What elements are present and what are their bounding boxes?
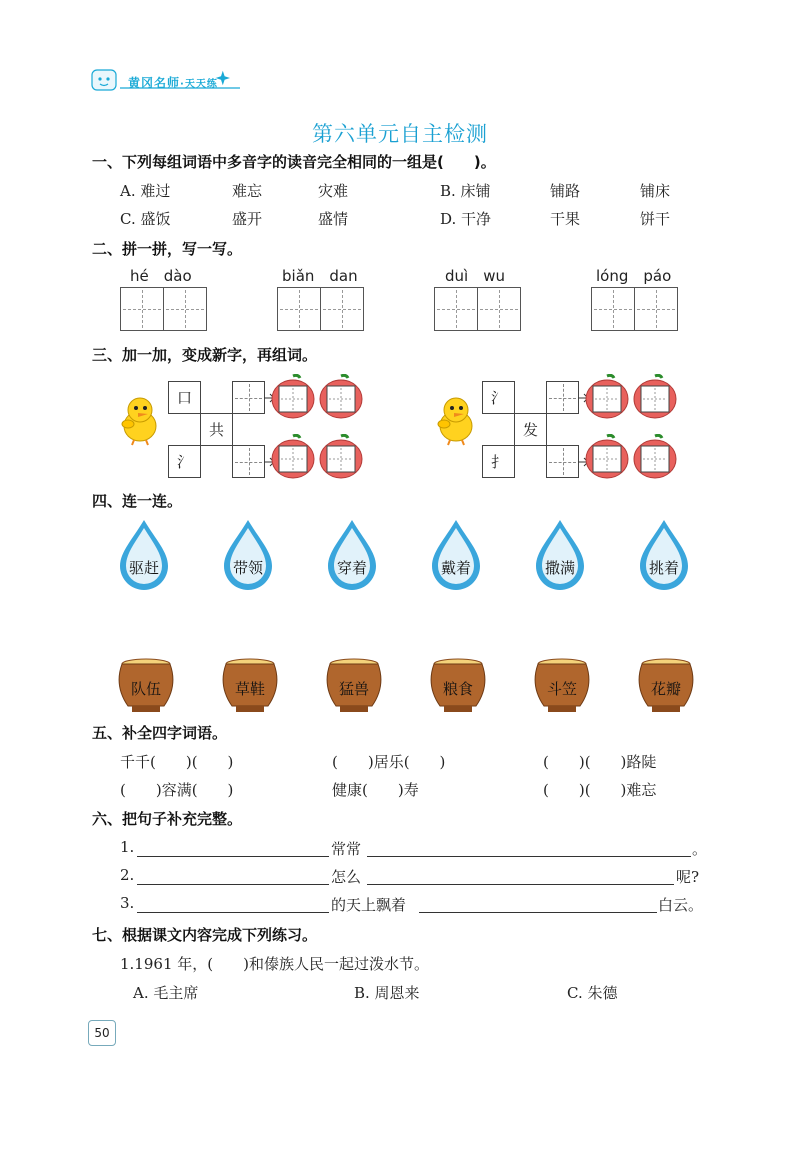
chick-illustration [432,394,480,450]
water-drop-word[interactable]: 戴着 [416,518,496,598]
sentence-end: 。 [692,840,708,858]
q7-option-b[interactable]: B. 周恩来 [354,984,420,1002]
answer-cell[interactable] [546,381,579,414]
q1-option-b-1: B. 床铺 [440,182,491,200]
apple-answer-box[interactable] [318,434,364,484]
q1-option-a-3: 灾难 [318,182,349,200]
blank-line[interactable] [367,884,674,885]
idiom-item[interactable]: 千千( )( ) [120,753,234,771]
q1-option-d-2: 干果 [550,210,581,228]
pinyin-1: hé dào [130,267,192,285]
blank-line[interactable] [137,884,329,885]
apple-answer-box[interactable] [270,434,316,484]
idiom-item[interactable]: ( )( )难忘 [543,781,657,799]
q1-option-c-1: C. 盛饭 [120,210,171,228]
q1-option-d-3: 饼干 [640,210,671,228]
component-cell-top: 口 [168,381,201,414]
blank-line[interactable] [137,856,329,857]
pot-word[interactable]: 花瓣 [626,658,706,716]
apple-answer-box[interactable] [632,434,678,484]
question-2: 二、拼一拼，写一写。 [92,240,243,258]
write-box[interactable] [277,287,321,331]
pinyin-2: biǎn dan [282,267,358,285]
q1-option-b-2: 铺路 [550,182,581,200]
pot-word[interactable]: 草鞋 [210,658,290,716]
write-box[interactable] [163,287,207,331]
component-cell-center: 发 [514,413,547,446]
apple-answer-box[interactable] [584,374,630,424]
page-title: 第六单元自主检测 [312,122,488,146]
write-box[interactable] [591,287,635,331]
idiom-item[interactable]: 健康( )寿 [332,781,419,799]
answer-cell[interactable] [232,445,265,478]
write-box[interactable] [477,287,521,331]
sentence-number: 1. [120,838,135,856]
sentence-end: 白云。 [658,896,704,914]
question-7: 七、根据课文内容完成下列练习。 [92,926,318,944]
pot-word[interactable]: 斗笠 [522,658,602,716]
q1-option-c-2: 盛开 [232,210,263,228]
sentence-connector: 的天上飘着 [331,896,407,914]
write-box[interactable] [434,287,478,331]
idiom-item[interactable]: ( )( )路陡 [543,753,657,771]
idiom-item[interactable]: ( )容满( ) [120,781,234,799]
pinyin-3: duì wu [445,267,505,285]
apple-answer-box[interactable] [584,434,630,484]
component-cell-top: 氵 [482,381,515,414]
sentence-number: 2. [120,866,135,884]
water-drop-word[interactable]: 撒满 [520,518,600,598]
sub-question: 1.1961 年，( )和傣族人民一起过泼水节。 [120,955,429,973]
component-cell-bottom: 扌 [482,445,515,478]
blank-line[interactable] [137,912,329,913]
question-5: 五、补全四字词语。 [92,724,228,742]
brand-logo: 黄冈名师·天天练 [128,76,218,90]
q7-option-a[interactable]: A. 毛主席 [133,984,199,1002]
chick-illustration [116,394,164,450]
question-1: 一、下列每组词语中多音字的读音完全相同的一组是( )。 [92,153,496,171]
water-drop-word[interactable]: 驱赶 [104,518,184,598]
component-cell-center: 共 [200,413,233,446]
idiom-item[interactable]: ( )居乐( ) [332,753,446,771]
q1-option-a-2: 难忘 [232,182,263,200]
q1-option-c-3: 盛情 [318,210,349,228]
answer-cell[interactable] [232,381,265,414]
page-number: 50 [88,1020,116,1046]
q7-option-c[interactable]: C. 朱德 [567,984,618,1002]
sentence-end: 呢? [676,868,700,886]
q1-option-a-1: A. 难过 [120,182,171,200]
write-box[interactable] [320,287,364,331]
sentence-connector: 常常 [331,840,362,858]
pot-word[interactable]: 队伍 [106,658,186,716]
q1-option-d-1: D. 干净 [440,210,492,228]
apple-answer-box[interactable] [270,374,316,424]
question-6: 六、把句子补充完整。 [92,810,243,828]
answer-cell[interactable] [546,445,579,478]
water-drop-word[interactable]: 穿着 [312,518,392,598]
write-box[interactable] [634,287,678,331]
apple-answer-box[interactable] [632,374,678,424]
pinyin-4: lóng páo [596,267,672,285]
q1-option-b-3: 铺床 [640,182,671,200]
sentence-number: 3. [120,894,135,912]
component-cell-bottom: 氵 [168,445,201,478]
water-drop-word[interactable]: 挑着 [624,518,704,598]
question-3: 三、加一加，变成新字，再组词。 [92,346,318,364]
water-drop-word[interactable]: 带领 [208,518,288,598]
sentence-connector: 怎么 [331,868,362,886]
blank-line[interactable] [367,856,691,857]
question-4: 四、连一连。 [92,492,183,510]
blank-line[interactable] [419,912,657,913]
write-box[interactable] [120,287,164,331]
pot-word[interactable]: 猛兽 [314,658,394,716]
pot-word[interactable]: 粮食 [418,658,498,716]
apple-answer-box[interactable] [318,374,364,424]
